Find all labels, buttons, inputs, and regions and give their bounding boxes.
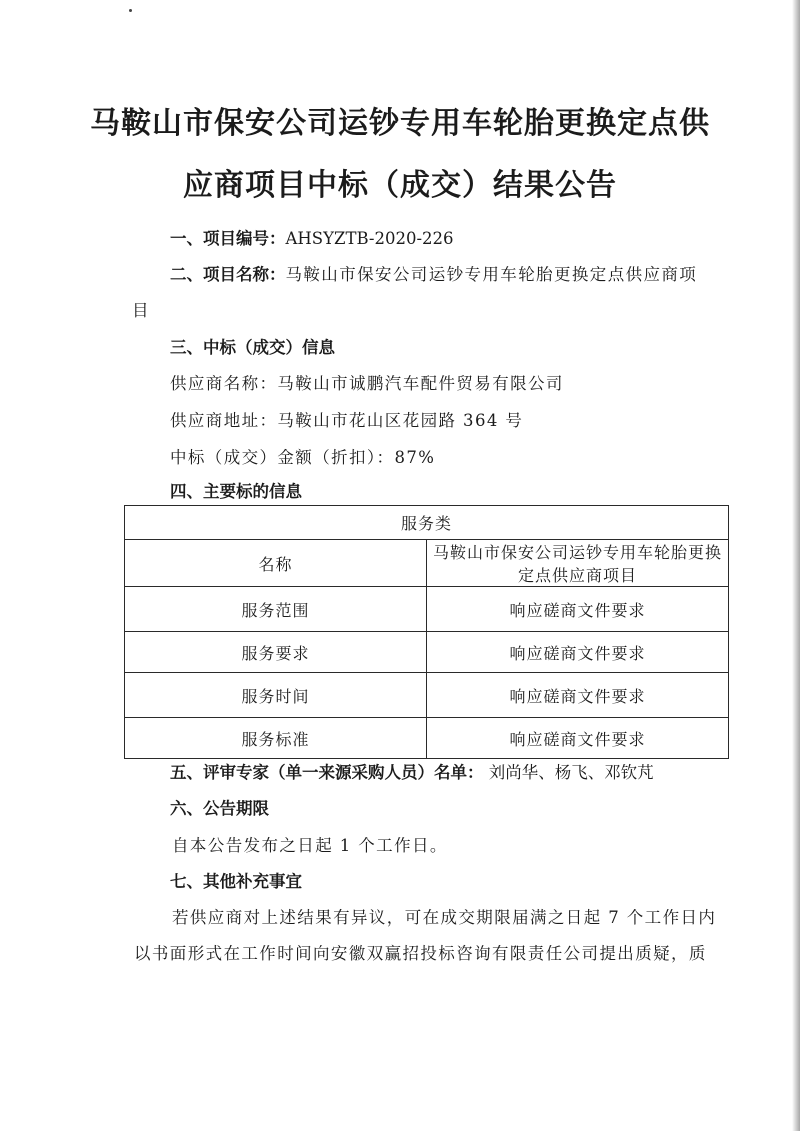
- experts-line: [170, 761, 654, 785]
- table-row: [125, 718, 729, 759]
- table-row: [125, 540, 729, 587]
- table-row-value: 响应磋商文件要求: [427, 673, 729, 718]
- experts-label: 五、评审专家（单一来源采购人员）名单：: [170, 763, 484, 782]
- main-subject-table: [124, 505, 729, 759]
- notice-period-heading: 六、公告期限: [170, 799, 269, 818]
- table-row-value: 响应磋商文件要求: [427, 718, 729, 759]
- table-row-label: 服务标准: [125, 718, 427, 759]
- project-name-continuation: 目: [132, 301, 149, 320]
- project-name-label: 二、项目名称：: [170, 265, 286, 284]
- table-row: [125, 673, 729, 718]
- table-row-value: 响应磋商文件要求: [427, 632, 729, 673]
- table-row-label: 服务要求: [125, 632, 427, 673]
- experts-value: 刘尚华、杨飞、邓钦芃: [488, 763, 654, 782]
- project-number-label: 一、项目编号：: [170, 229, 286, 248]
- table-row-label: 名称: [125, 540, 427, 587]
- supplier-name: 供应商名称：马鞍山市诚鹏汽车配件贸易有限公司: [170, 374, 564, 393]
- award-info-heading: 三、中标（成交）信息: [170, 338, 335, 357]
- table-row: [125, 587, 729, 632]
- project-number-line: [170, 227, 454, 251]
- project-number-value: AHSYZTB-2020-226: [285, 229, 454, 248]
- table-row-label: 服务范围: [125, 587, 427, 632]
- table-row-label: 服务时间: [125, 673, 427, 718]
- table-row-value: 响应磋商文件要求: [427, 587, 729, 632]
- award-amount: 中标（成交）金额（折扣）：87%: [170, 448, 436, 467]
- project-name-value: 马鞍山市保安公司运钞专用车轮胎更换定点供应商项: [285, 265, 698, 284]
- other-matters-heading: 七、其他补充事宜: [170, 872, 302, 891]
- table-row-value: 马鞍山市保安公司运钞专用车轮胎更换定点供应商项目: [427, 540, 729, 587]
- notice-period-text: 自本公告发布之日起 1 个工作日。: [172, 836, 448, 855]
- table-header-cell: 服务类: [125, 506, 729, 540]
- supplier-address: 供应商地址：马鞍山市花山区花园路 364 号: [170, 411, 524, 430]
- main-subject-heading: 四、主要标的信息: [170, 482, 302, 501]
- other-matters-text-line-2: 以书面形式在工作时间向安徽双赢招投标咨询有限责任公司提出质疑，质: [134, 944, 707, 963]
- table-row: [125, 632, 729, 673]
- other-matters-text-line-1: 若供应商对上述结果有异议，可在成交期限届满之日起 7 个工作日内: [172, 908, 717, 927]
- document-title-line-2: 应商项目中标（成交）结果公告: [183, 168, 617, 203]
- document-title-line-1: 马鞍山市保安公司运钞专用车轮胎更换定点供: [90, 106, 710, 141]
- project-name-line: [170, 263, 697, 287]
- scan-speck: [129, 9, 132, 12]
